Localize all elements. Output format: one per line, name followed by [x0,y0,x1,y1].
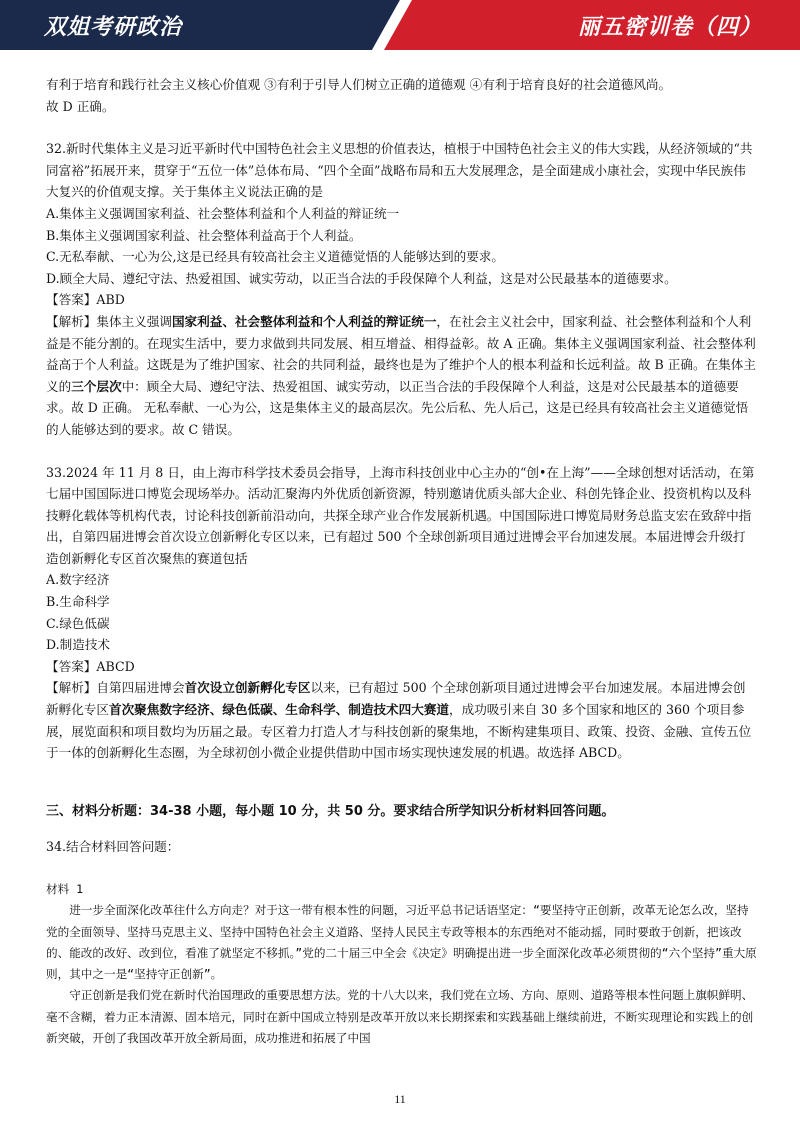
q32-stem: 32.新时代集体主义是习近平新时代中国特色社会主义思想的价值表达，植根于中国特色社会主义的伟大实践，从经济领域的“共同富裕”拓展开来，贯穿于“五位一体”总体布局、“四个全面”战略布局和五大发展理念，是全面建成小康社会，实现中华民族伟大复兴的价值观支撑。关于集体主义说法正确的是 [46,141,753,200]
material-label: 材料 1 [46,882,84,896]
material-para2: 守正创新是我们党在新时代治国理政的重要思想方法。党的十八大以来，我们党在立场、方向、原则、道路等根本性问题上旗帜鲜明、毫不含糊，着力正本清源、固本培元，同时在新中国成立特别是改革开放以来长期探索和实践基础上继续前进，不断实现理论和实践上的创新突破，开创了我国改革开放全新局面，成功推进和拓展了中国 [46,988,754,1046]
q34-material [46,879,758,1049]
page-header [0,0,800,50]
q32-option-b: B.集体主义强调国家利益、社会整体利益高于个人利益。 [46,227,362,243]
q33-answer: 【答案】ABCD [46,658,135,674]
paper-title: 丽五密训卷（四） [577,15,762,40]
q33-analysis: 【解析】自第四届进博会首次设立创新孵化专区以来，已有超过 500 个全球创新项目通过进博会平台加速发展。本届进博会创新孵化专区首次聚焦数字经济、绿色低碳、生命科学、制造技术四大赛道，成功吸引来自 30 多个国家和地区的 360 个项目参展，展览面积和项目数均为历届之最。专区着力打造人才与科技创新的聚集地，不断构建集项目、政策、投资、金融、宣传五位于一体的创新孵化生态圈，为全球初创小微企业提供借助中国市场实现快速发展的机遇。故选择 ABCD。 [46,680,752,761]
brand-title: 双姐考研政治 [44,15,183,40]
q33-option-a: A.数字经济 [46,572,110,588]
q32-analysis-bold2: 三个层次 [71,378,122,394]
page-body [46,74,758,1049]
q32-answer: 【答案】ABD [46,292,125,308]
q33-stem: 33.2024 年 11 月 8 日，由上海市科学技术委员会指导，上海市科技创业中心主办的“创•在上海”——全球创想对话活动，在第七届中国国际进口博览会现场举办。活动汇聚海内外优质创新资源，特别邀请优质头部大企业、科创先锋企业、投资机构以及科技孵化载体等机构代表，讨论科技创新前沿动向，共探全球产业合作发展新机遇。中国国际进口博览局财务总监支宏在致辞中指出，自第四届进博会首次设立创新孵化专区以来，已有超过 500 个全球创新项目通过进博会平台加速发展。本届进博会升级打造创新孵化专区首次聚焦的赛道包括 [46,464,755,566]
q32-option-a: A.集体主义强调国家利益、社会整体利益和个人利益的辩证统一 [46,205,400,221]
q33-option-c: C.绿色低碳 [46,615,110,631]
q32-option-c: C.无私奉献、一心为公,这是已经具有较高社会主义道德觉悟的人能够达到的要求。 [46,249,504,265]
q31-tail-line2: 故 D 正确。 [46,98,115,114]
q32-option-d: D.顾全大局、遵纪守法、热爱祖国、诚实劳动，以正当合法的手段保障个人利益，这是对公民最基本的道德要求。 [46,270,677,286]
q33-option-d: D.制造技术 [46,637,111,653]
q31-tail-line1: 有利于培育和践行社会主义核心价值观 ③有利于引导人们树立正确的道德观 ④有利于培育良好的社会道德风尚。 [46,77,672,92]
q33-analysis-bold1: 首次设立创新孵化专区 [184,680,311,696]
q34-intro: 34.结合材料回答问题： [46,839,180,855]
q33-option-b: B.生命科学 [46,594,110,610]
q32-analysis: 【解析】集体主义强调国家利益、社会整体利益和个人利益的辩证统一，在社会主义社会中，国家利益、社会整体利益和个人利益是不能分割的。在现实生活中，要力求做到共同发展、相互增益、相得益彰。故 A 正确。集体主义强调国家利益、社会整体利益高于个人利益。这既是为了维护国家、社会的共同利益，最终也是为了维护个人的根本利益和长远利益。故 B 正确。在集体主义的三个层次中：顾全大局、遵纪守法、热爱祖国、诚实劳动，以正当合法的手段保障个人利益，这是对公民最基本的道德要求。故 D 正确。 无私奉献、一心为公，这是集体主义的最高层次。先公后私、先人后己，这是已经具有较高社会主义道德觉悟的人能够达到的要求。故 C 错误。 [46,313,756,437]
section3-title: 三、材料分析题：34-38 小题，每小题 10 分，共 50 分。要求结合所学知识分析材料回答问题。 [46,803,615,819]
page-number: 11 [394,1092,406,1106]
q33-analysis-bold2: 首次聚焦数字经济、绿色低碳、生命科学、制造技术四大赛道 [108,702,449,718]
q32-analysis-bold1: 国家利益、社会整体利益和个人利益的辩证统一 [171,313,437,329]
material-para1: 进一步全面深化改革往什么方向走？对于这一带有根本性的问题，习近平总书记话语坚定：“要坚持守正创新，改革无论怎么改，坚持党的全面领导、坚持马克思主义、坚持中国特色社会主义道路、坚持人民民主专政等根本的东西绝对不能动摇，同时要敢于创新，把该改的、能改的改好、改到位，看准了就坚定不移抓。”党的二十届三中全会《决定》明确提出进一步全面深化改革必须贯彻的“六个坚持”重大原则，其中之一是“坚持守正创新”。 [46,903,757,982]
